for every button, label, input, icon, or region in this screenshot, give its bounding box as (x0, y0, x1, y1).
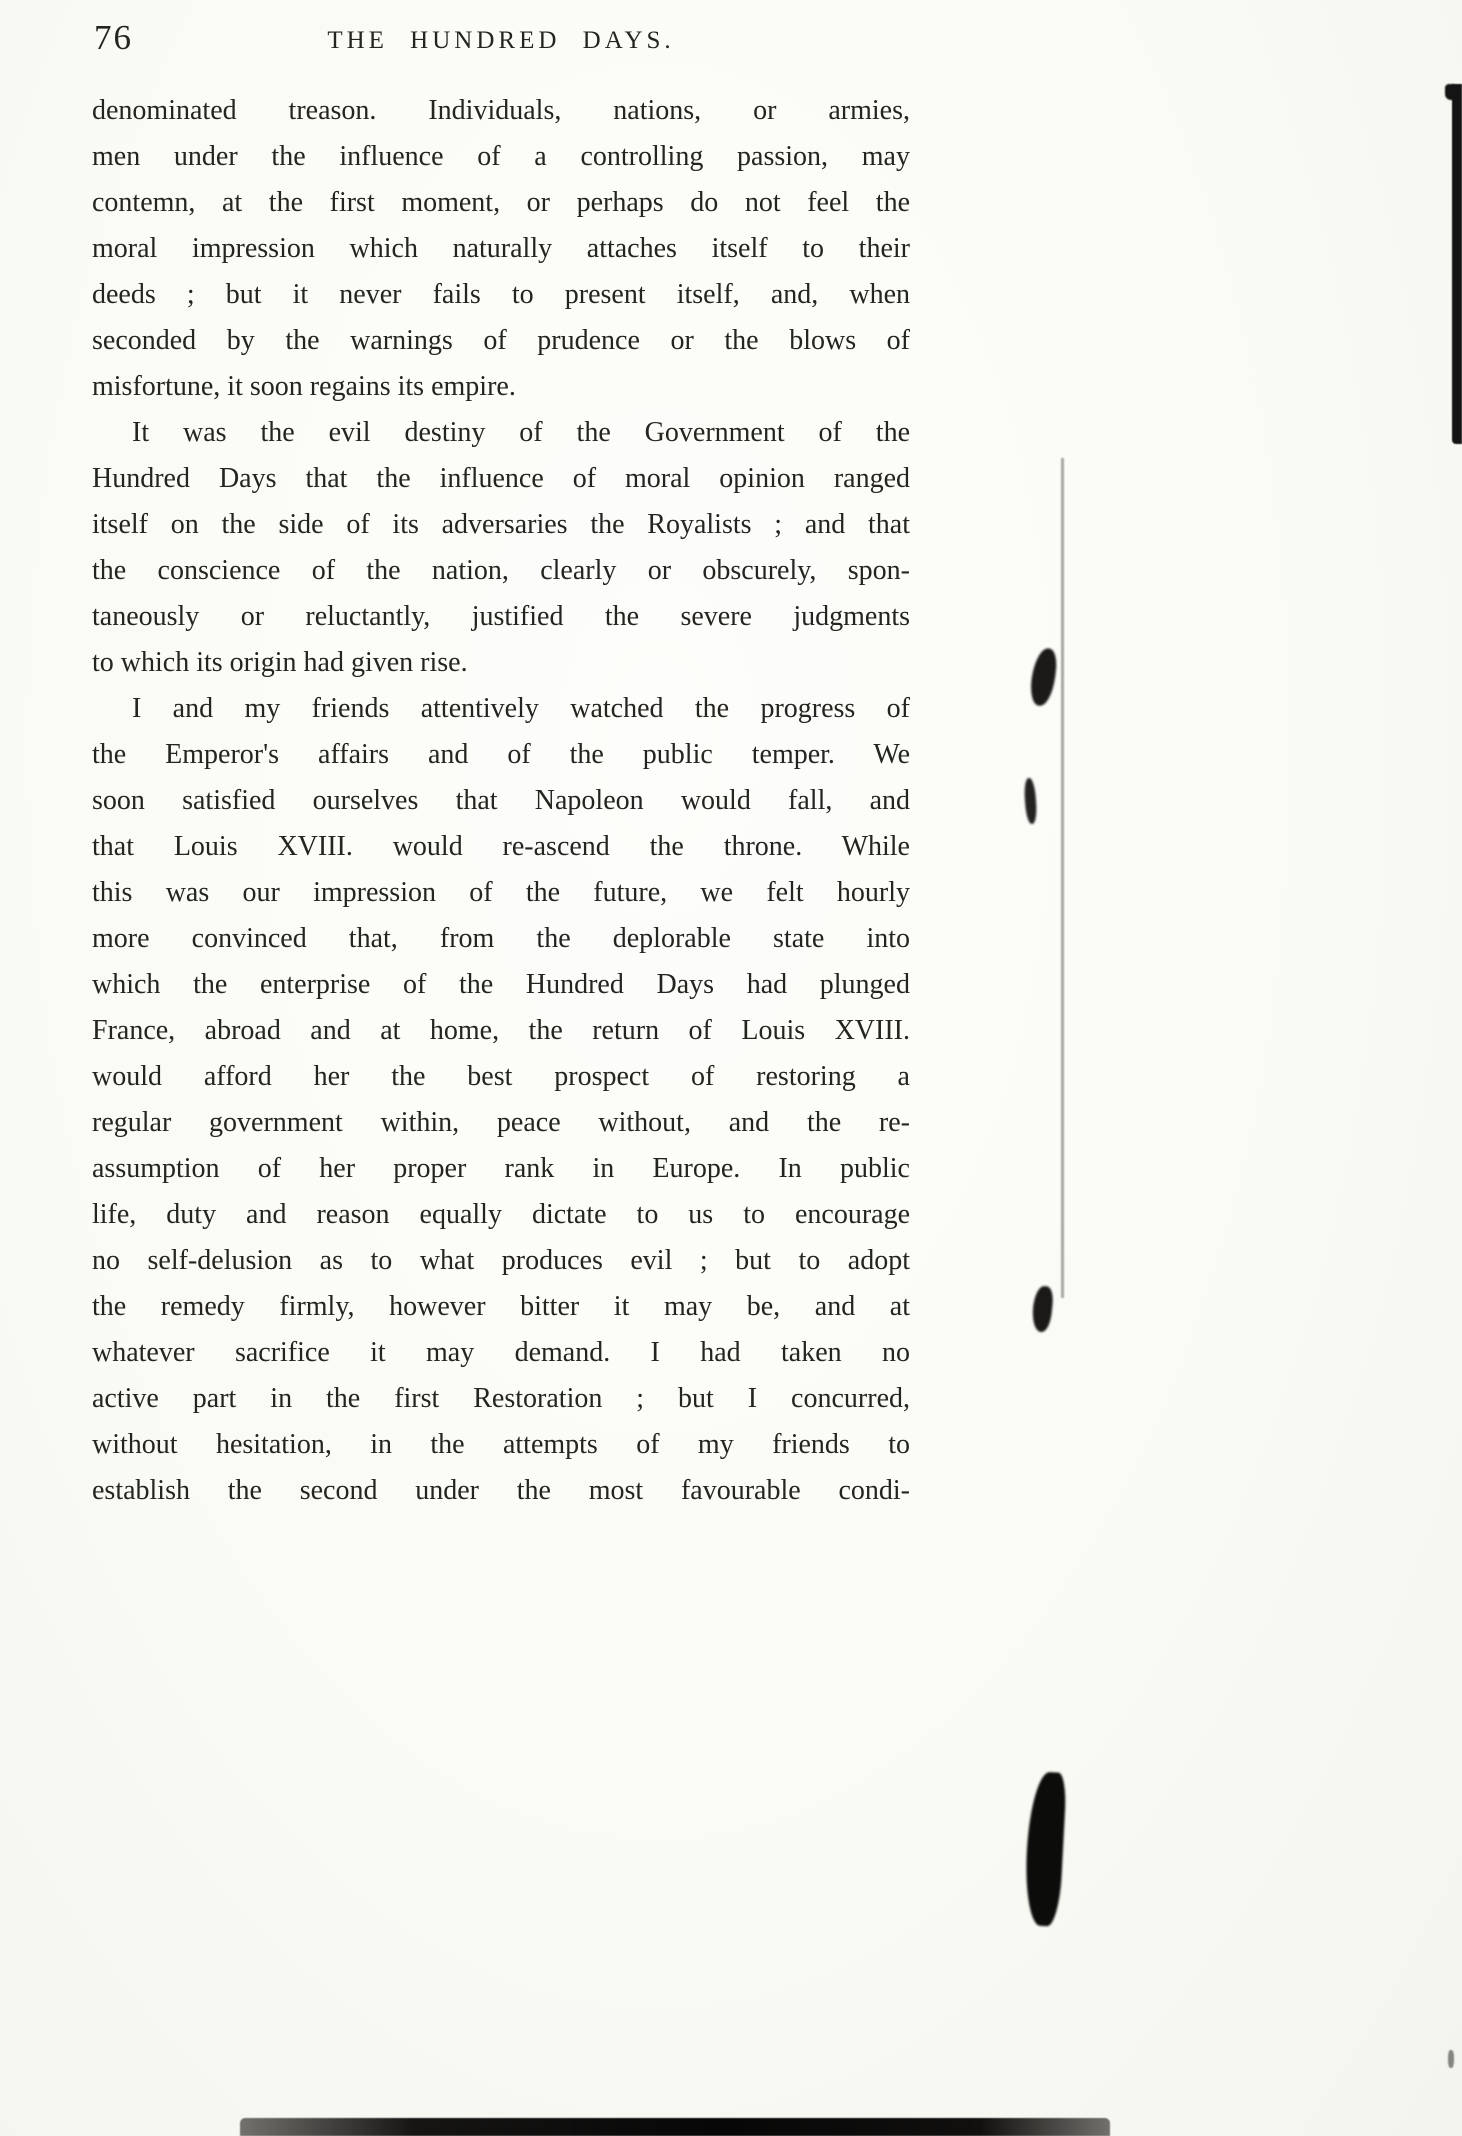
text-line: would afford her the best prospect of restoring a (92, 1061, 910, 1092)
page-number: 76 (94, 18, 133, 57)
paragraph (92, 88, 910, 410)
page-header (92, 18, 910, 70)
text-line: whatever sacrifice it may demand. I had taken no (92, 1337, 910, 1368)
text-line: no self-delusion as to what produces evil ; but to adopt (92, 1245, 910, 1276)
scan-artifact-right-notch (1445, 84, 1454, 100)
scan-artifact-blob (1023, 778, 1037, 825)
text-line: taneously or reluctantly, justified the severe judgments (92, 601, 910, 632)
text-line: life, duty and reason equally dictate to us to encourage (92, 1199, 910, 1230)
text-line: the conscience of the nation, clearly or obscurely, spon- (92, 555, 910, 586)
text-line: assumption of her proper rank in Europe. In public (92, 1153, 910, 1184)
scan-artifact-blob-large (1023, 1771, 1067, 1927)
text-line: moral impression which naturally attaches itself to their (92, 233, 910, 264)
text-line: regular government within, peace without, and the re- (92, 1107, 910, 1138)
text-line: misfortune, it soon regains its empire. (92, 371, 516, 402)
scan-artifact-bottom-strip (240, 2118, 1110, 2136)
text-line: men under the influence of a controlling passion, may (92, 141, 910, 172)
text-line: this was our impression of the future, we felt hourly (92, 877, 910, 908)
scan-artifact-blob (1028, 647, 1059, 708)
text-line: seconded by the warnings of prudence or the blows of (92, 325, 910, 356)
text-line: France, abroad and at home, the return of Louis XVIII. (92, 1015, 910, 1046)
text-line: contemn, at the first moment, or perhaps do not feel the (92, 187, 910, 218)
text-block (92, 88, 910, 1514)
text-line: Hundred Days that the influence of moral opinion ranged (92, 463, 910, 494)
text-line: to which its origin had given rise. (92, 647, 468, 678)
text-line: establish the second under the most favourable condi- (92, 1475, 910, 1506)
text-line: I and my friends attentively watched the progress of (132, 693, 910, 724)
text-line: itself on the side of its adversaries the Royalists ; and that (92, 509, 910, 540)
text-line: denominated treason. Individuals, nations, or armies, (92, 95, 910, 126)
text-line: It was the evil destiny of the Government of the (132, 417, 910, 448)
scan-artifact-right-bar (1452, 84, 1462, 444)
text-line: deeds ; but it never fails to present itself, and, when (92, 279, 910, 310)
scan-artifact-tick (1448, 2050, 1454, 2068)
paragraph (92, 410, 910, 686)
running-header: THE HUNDRED DAYS. (327, 27, 675, 54)
text-line: more convinced that, from the deplorable state into (92, 923, 910, 954)
scan-artifact-blob (1031, 1285, 1055, 1333)
text-line: the remedy firmly, however bitter it may be, and at (92, 1291, 910, 1322)
scan-artifact-thin-line (1061, 458, 1064, 1298)
text-line: that Louis XVIII. would re-ascend the throne. While (92, 831, 910, 862)
text-line: active part in the first Restoration ; but I concurred, (92, 1383, 910, 1414)
text-line: which the enterprise of the Hundred Days had plunged (92, 969, 910, 1000)
text-line: the Emperor's affairs and of the public temper. We (92, 739, 910, 770)
paragraph (92, 686, 910, 1514)
text-line: soon satisfied ourselves that Napoleon would fall, and (92, 785, 910, 816)
text-line: without hesitation, in the attempts of my friends to (92, 1429, 910, 1460)
